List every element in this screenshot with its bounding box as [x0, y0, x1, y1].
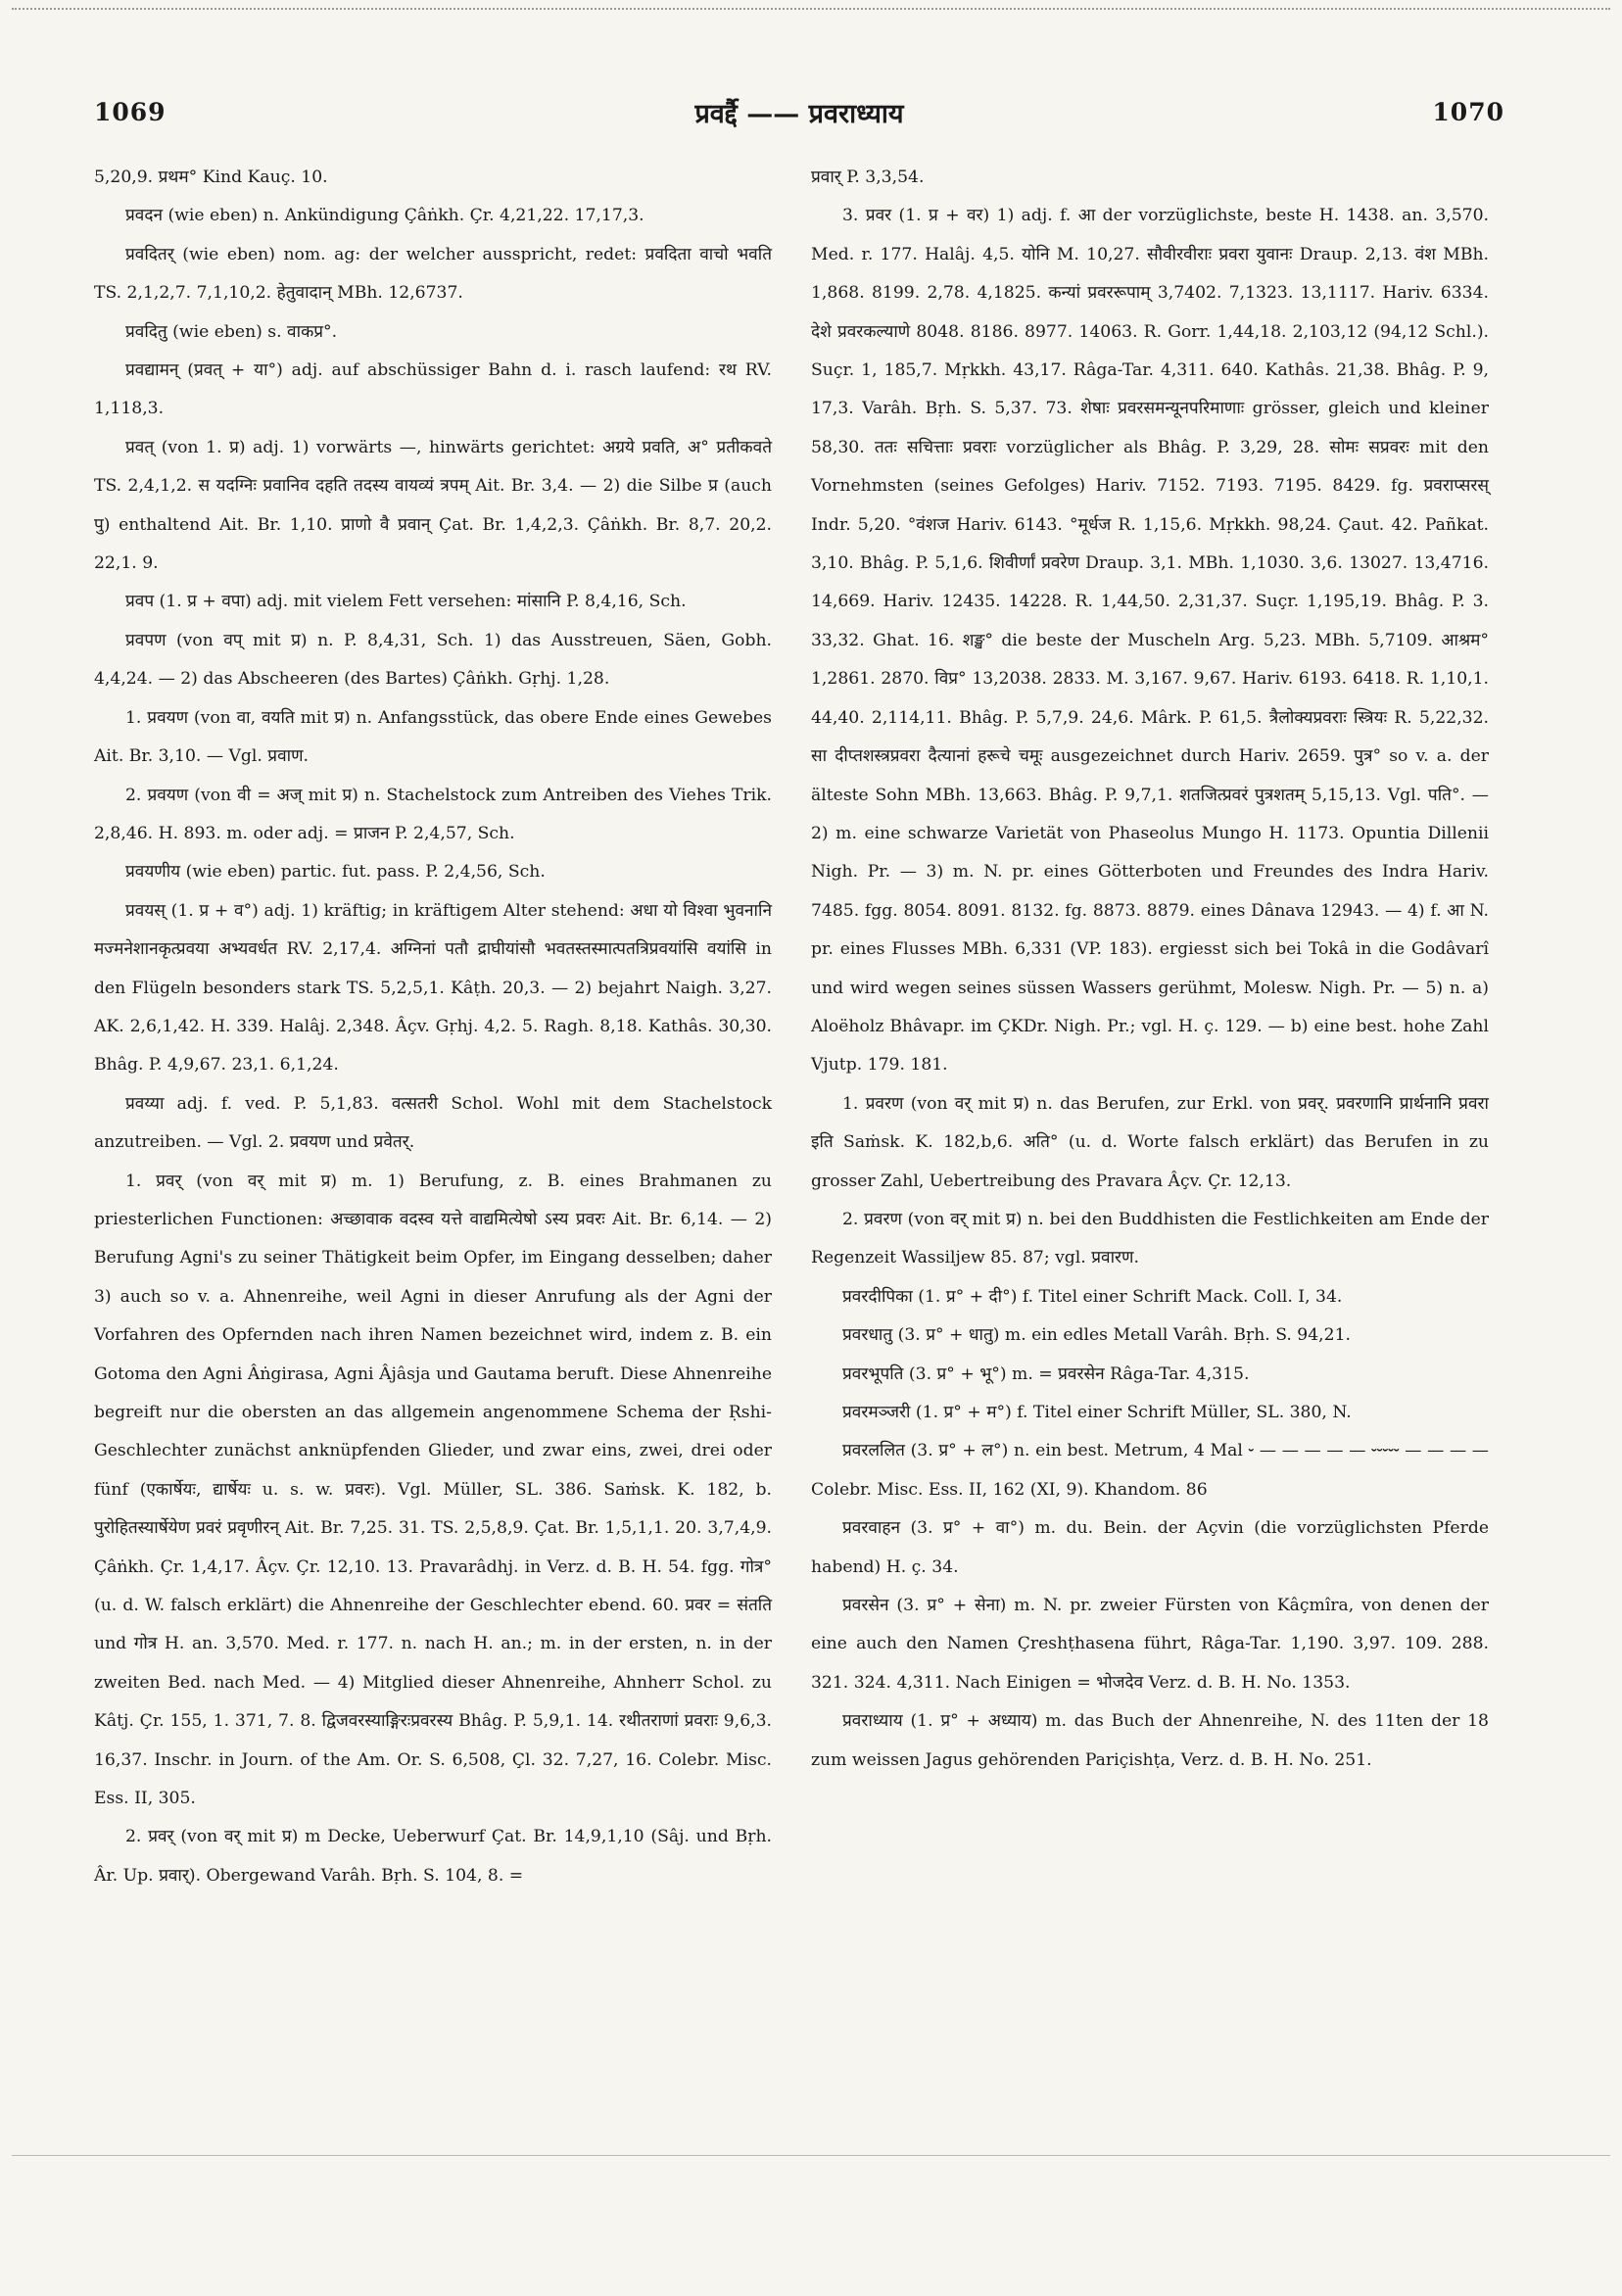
dictionary-entry: प्रवप (1. प्र + वपा) adj. mit vielem Fett versehen: मांसानि P. 8,4,16, Sch. — [125, 592, 687, 612]
dictionary-entry: प्रवरसेन (3. प्र° + सेना) m. N. pr. zweier Fürsten von Kâçmîra, von denen der eine auch den Namen Çreshṭhasena führt, Râga-Tar. 1,190. 3,97. 109. 288. 321. 324. 4,311. Nach Einigen = भोजदेव Verz. d. B. H. No. 1353. — [811, 1596, 1489, 1693]
dictionary-entry: प्रवपण (von वप् mit प्र) n. P. 8,4,31, Sch. 1) das Ausstreuen, Säen, Gobh. 4,4,24. — 2) das Abscheeren (des Bartes) Çâṅkh. Gṛhj. 1,28. — [94, 630, 772, 690]
dictionary-entry: 5,20,9. प्रथम° Kind Kauç. 10. — [94, 167, 328, 187]
dictionary-entry: प्रवरदीपिका (1. प्र° + दी°) f. Titel einer Schrift Mack. Coll. I, 34. — [842, 1286, 1343, 1307]
bottom-rule — [12, 2155, 1610, 2156]
dictionary-entry: प्रवदितर् (wie eben) nom. ag: der welcher ausspricht, redet: प्रवदिता वाचो भवति TS. 2,1,2,7. 7,1,10,2. हेतुवादान् MBh. 12,6737. — [94, 244, 772, 304]
dictionary-entry: प्रवरमञ्जरी (1. प्र° + म°) f. Titel einer Schrift Müller, SL. 380, N. — [842, 1403, 1352, 1422]
dictionary-entry: प्रवयस् (1. प्र + व°) adj. 1) kräftig; in kräftigem Alter stehend: अधा यो विश्वा भुवनानि मज्मनेशानकृत्प्रवया अभ्यवर्धत RV. 2,17,4. अग्निनां पतौ द्राघीयांसौ भवतस्तस्मात्पतत्रिप्रवयांसि वयांसि in den Flügeln besonders stark TS. 5,2,5,1. Kâṭh. 20,3. — 2) bejahrt Naigh. 3,27. AK. 2,6,1,42. H. 339. Halâj. 2,348. Âçv. Gṛhj. 4,2. 5. Ragh. 8,18. Kathâs. 30,30. Bhâg. P. 4,9,67. 23,1. 6,1,24. — [94, 900, 772, 1076]
dictionary-entry: 3. प्रवर (1. प्र + वर) 1) adj. f. आ der vorzüglichste, beste H. 1438. an. 3,570. Med. r. 177. Halâj. 4,5. योनि M. 10,27. सौवीरवीराः प्रवरा युवानः Draup. 2,13. वंश MBh. 1,868. 8199. 2,78. 4,1825. कन्यां प्रवररूपाम् 3,7402. 7,1323. 13,1117. Hariv. 6334. देशे प्रवरकल्याणे 8048. 8186. 8977. 14063. R. Gorr. 1,44,18. 2,103,12 (94,12 Schl.). Suçr. 1, 185,7. Mṛkkh. 43,17. Râga-Tar. 4,311. 640. Kathâs. 21,38. Bhâg. P. 9, 17,3. Varâh. Bṛh. S. 5,37. 73. शेषाः प्रवरसमन्यूनपरिमाणाः grösser, gleich und kleiner 58,30. ततः सचित्ताः प्रवराः vorzüglicher als Bhâg. P. 3,29, 28. सोमः सप्रवरः mit den Vornehmsten (seines Gefolges) Hariv. 7152. 7193. 7195. 8429. fg. प्रवराप्सरस् Indr. 5,20. °वंशज Hariv. 6143. °मूर्धज R. 1,15,6. Mṛkkh. 98,24. Çaut. 42. Pañkat. 3,10. Bhâg. P. 5,1,6. शिवीर्णां प्रवरेण Draup. 3,1. MBh. 1,1030. 3,6. 13027. 13,4716. 14,669. Hariv. 12435. 14228. R. 1,44,50. 2,31,37. Suçr. 1,195,19. Bhâg. P. 3. 33,32. Ghat. 16. शङ्ख° die beste der Muscheln Arg. 5,23. MBh. 5,7109. आश्रम° 1,2861. 2870. विप्र° 13,2038. 2833. M. 3,167. 9,67. Hariv. 6193. 6418. R. 1,10,1. 44,40. 2,114,11. Bhâg. P. 5,7,9. 24,6. Mârk. P. 61,5. त्रैलोक्यप्रवराः स्त्रियः R. 5,22,32. सा दीप्तशस्त्रप्रवरा दैत्यानां हरूचे चमूः ausgezeichnet durch Hariv. 2659. पुत्र° so v. a. der älteste Sohn MBh. 13,663. Bhâg. P. 9,7,1. शतजित्प्रवरं पुत्रशतम् 5,15,13. Vgl. पति°. — 2) m. eine schwarze Varietät von Phaseolus Mungo H. 1173. Opuntia Dillenii Nigh. Pr. — 3) m. N. pr. eines Götterboten und Freundes des Indra Hariv. 7485. fgg. 8054. 8091. 8132. fg. 8873. 8879. eines Dânava 12943. — 4) f. आ N. pr. eines Flusses MBh. 6,331 (VP. 183). ergiesst sich bei Tokâ in die Godâvarî und wird wegen seines süssen Wassers gerühmt, Molesw. Nigh. Pr. — 5) n. a) Aloëholz Bhâvapr. im ÇKDr. Nigh. Pr.; vgl. H. ç. 129. — b) eine best. hohe Zahl Vjutp. 179. 181. — [811, 206, 1489, 1076]
right-page-number: 1070 — [1432, 98, 1504, 126]
page-running-title: प्रवर्द्दै —— प्रवराध्याय — [694, 99, 904, 129]
dictionary-entry: 1. प्रवयण (von वा, वयति mit प्र) n. Anfangsstück, das obere Ende eines Gewebes Ait. Br. 3,10. — Vgl. प्रवाण. — [94, 707, 772, 767]
dictionary-entry: प्रवयणीय (wie eben) partic. fut. pass. P. 2,4,56, Sch. — [125, 862, 546, 883]
page-header — [94, 94, 1504, 133]
dictionary-entry: प्रवय्या adj. f. ved. P. 5,1,83. वत्सतरी Schol. Wohl mit dem Stachelstock anzutreiben. — Vgl. 2. प्रवयण und प्रवेतर्. — [94, 1093, 772, 1153]
dictionary-entry: प्रवराध्याय (1. प्र° + अध्याय) m. das Buch der Ahnenreihe, N. des 11ten der 18 zum weissen Jagus gehörenden Pariçishṭa, Verz. d. B. H. No. 251. — [811, 1711, 1489, 1770]
dictionary-entry: प्रवदन (wie eben) n. Ankündigung Çâṅkh. Çr. 4,21,22. 17,17,3. — [125, 206, 644, 226]
dictionary-entry: 2. प्रवर् (von वर् mit प्र) m Decke, Ueberwurf Çat. Br. 14,9,1,10 (Sâj. und Bṛh. Âr. Up. प्रवार्). Obergewand Varâh. Bṛh. S. 104, 8. = — [94, 1827, 772, 1886]
dictionary-entry: प्रवार् P. 3,3,54. — [811, 167, 925, 187]
dictionary-entry: प्रवरवाहन (3. प्र° + वा°) m. du. Bein. der Açvin (die vorzüglichsten Pferde habend) H. ç. 34. — [811, 1518, 1489, 1577]
top-scan-border — [12, 8, 1610, 10]
dictionary-entry: प्रवरललित (3. प्र° + ल°) n. ein best. Metrum, 4 Mal ⏑ — — — — — ⏑⏑⏑⏑⏑ — — — — Colebr. Misc. Ess. II, 162 (XI, 9). Khandom. 86 — [811, 1441, 1489, 1500]
right-column — [811, 159, 1489, 1780]
left-column — [94, 159, 772, 1895]
dictionary-entry: 1. प्रवर् (von वर् mit प्र) m. 1) Berufung, z. B. eines Brahmanen zu priesterlichen Functionen: अच्छावाक वदस्व यत्ते वाद्यमित्येषो ऽस्य प्रवरः Ait. Br. 6,14. — 2) Berufung Agni's zu seiner Thätigkeit beim Opfer, im Eingang desselben; daher 3) auch so v. a. Ahnenreihe, weil Agni in dieser Anrufung als der Agni der Vorfahren des Opfernden nach ihren Namen bezeichnet wird, indem z. B. ein Gotoma den Agni Âṅgirasa, Agni Âjâsja und Gautama beruft. Diese Ahnenreihe begreift nur die obersten an das allgemein angenommene Schema der Ṛshi-Geschlechter zunächst anknüpfenden Glieder, und zwar eins, zwei, drei oder fünf (एकार्षेयः, द्यार्षेयः u. s. w. प्रवरः). Vgl. Müller, SL. 386. Saṁsk. K. 182, b. पुरोहितस्यार्षेयेण प्रवरं प्रवृणीरन् Ait. Br. 7,25. 31. TS. 2,5,8,9. Çat. Br. 1,5,1,1. 20. 3,7,4,9. Çâṅkh. Çr. 1,4,17. Âçv. Çr. 12,10. 13. Pravarâdhj. in Verz. d. B. H. 54. fgg. गोत्र° (u. d. W. falsch erklärt) die Ahnenreihe der Geschlechter ebend. 60. प्रवर = संतति und गोत्र H. an. 3,570. Med. r. 177. n. nach H. an.; m. in der ersten, n. in der zweiten Bed. nach Med. — 4) Mitglied dieser Ahnenreihe, Ahnherr Schol. zu Kâtj. Çr. 155, 1. 371, 7. 8. द्विजवरस्याङ्गिरःप्रवरस्य Bhâg. P. 5,9,1. 14. रथीतराणां प्रवराः 9,6,3. 16,37. Inschr. in Journ. of the Am. Or. S. 6,508, Çl. 32. 7,27, 16. Colebr. Misc. Ess. II, 305. — [94, 1171, 772, 1809]
dictionary-entry: प्रवद्यामन् (प्रवत् + या°) adj. auf abschüssiger Bahn d. i. rasch laufend: रथ RV. 1,118,3. — [94, 360, 772, 419]
dictionary-entry: 2. प्रवयण (von वी = अज् mit प्र) n. Stachelstock zum Antreiben des Viehes Trik. 2,8,46. H. 893. m. oder adj. = प्राजन P. 2,4,57, Sch. — [94, 785, 772, 843]
dictionary-entry: प्रवदितु (wie eben) s. वाकप्र°. — [125, 321, 338, 342]
dictionary-entry: प्रवत् (von 1. प्र) adj. 1) vorwärts —, hinwärts gerichtet: अग्रये प्रवति, अ° प्रतीकवते TS. 2,4,1,2. स यदग्निः प्रवानिव दहति तदस्य वायव्यं त्रपम् Ait. Br. 3,4. — 2) die Silbe प्र (auch पु) enthaltend Ait. Br. 1,10. प्राणो वै प्रवान् Çat. Br. 1,4,2,3. Çâṅkh. Br. 8,7. 20,2. 22,1. 9. — [94, 437, 772, 574]
dictionary-entry: 2. प्रवरण (von वर् mit प्र) n. bei den Buddhisten die Festlichkeiten am Ende der Regenzeit Wassiljew 85. 87; vgl. प्रवारण. — [811, 1209, 1489, 1268]
dictionary-entry: प्रवरधातु (3. प्र° + धातु) m. ein edles Metall Varâh. Bṛh. S. 94,21. — [842, 1325, 1351, 1346]
left-page-number: 1069 — [94, 98, 167, 126]
dictionary-entry: 1. प्रवरण (von वर् mit प्र) n. das Berufen, zur Erkl. von प्रवर्. प्रवरणानि प्रार्थनानि प्रवरा इति Saṁsk. K. 182,b,6. अति° (u. d. Worte falsch erklärt) das Berufen in zu grosser Zahl, Uebertreibung des Pravara Âçv. Çr. 12,13. — [811, 1093, 1489, 1191]
dictionary-entry: प्रवरभूपति (3. प्र° + भू°) m. = प्रवरसेन Râga-Tar. 4,315. — [842, 1363, 1250, 1384]
